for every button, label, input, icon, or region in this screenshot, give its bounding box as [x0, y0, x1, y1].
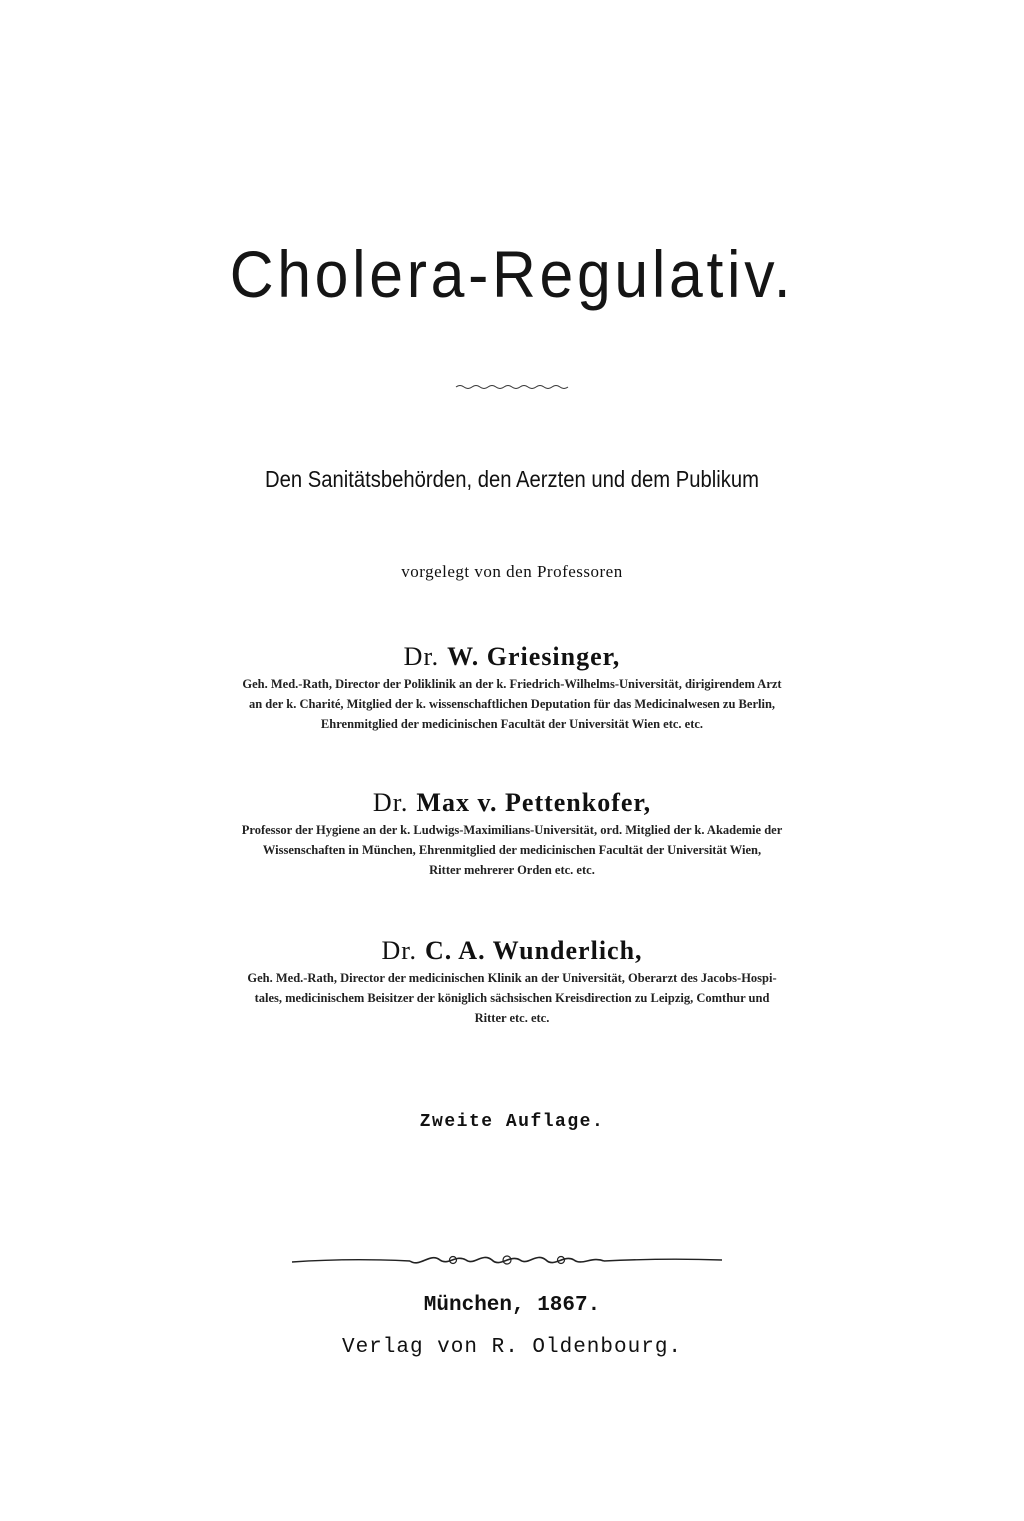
- author-description-line: Ehrenmitglied der medicinischen Facultät der Universität Wien etc. etc.: [320, 717, 704, 731]
- dedication-line: Den Sanitätsbehörden, den Aerzten und dem Publikum: [265, 466, 759, 492]
- author-prefix: Dr.: [372, 788, 409, 817]
- author-description: [150, 968, 874, 1028]
- author-name-text: W. Griesinger,: [447, 642, 621, 671]
- book-title: Cholera-Regulativ.: [229, 237, 795, 311]
- author-description-line: Geh. Med.-Rath, Director der medicinischen Klinik an der Universität, Oberarzt des Jacobs-Hospi-: [247, 971, 777, 985]
- edition-line: Zweite Auflage.: [419, 1112, 605, 1132]
- title-rule-ornament: [454, 382, 570, 392]
- author-description-line: an der k. Charité, Mitglied der k. wissenschaftlichen Deputation für das Medicinalwesen zu Berlin,: [248, 697, 776, 711]
- author-block-griesinger: [150, 642, 874, 734]
- author-prefix: Dr.: [403, 642, 440, 671]
- author-name: [150, 788, 874, 818]
- author-name: [150, 936, 874, 966]
- author-description-line: Wissenschaften in München, Ehrenmitglied der medicinischen Facultät der Universität Wien,: [262, 843, 762, 857]
- author-description-line: Geh. Med.-Rath, Director der Poliklinik an der k. Friedrich-Wilhelms-Universität, dirigirendem Arzt: [242, 677, 782, 691]
- author-description-line: Ritter mehrerer Orden etc. etc.: [429, 863, 595, 877]
- decorative-rule-ornament: [290, 1248, 724, 1272]
- author-description-line: tales, medicinischem Beisitzer der königlich sächsischen Kreisdirection zu Leipzig, Comthur und: [254, 991, 770, 1005]
- author-name-text: C. A. Wunderlich,: [424, 936, 643, 965]
- author-description-line: Professor der Hygiene an der k. Ludwigs-Maximilians-Universität, ord. Mitglied der k. Akademie der: [241, 823, 783, 837]
- author-block-pettenkofer: [150, 788, 874, 880]
- author-description-line: Ritter etc. etc.: [474, 1011, 550, 1025]
- place-and-year: München, 1867.: [423, 1294, 601, 1317]
- author-description: [150, 820, 874, 880]
- author-name-text: Max v. Pettenkofer,: [416, 788, 652, 817]
- author-prefix: Dr.: [381, 936, 417, 965]
- author-description: [150, 674, 874, 734]
- author-name: [150, 642, 874, 672]
- presented-by-line: vorgelegt von den Professoren: [401, 562, 623, 581]
- author-block-wunderlich: [150, 936, 874, 1028]
- publisher-line: Verlag von R. Oldenbourg.: [341, 1336, 683, 1359]
